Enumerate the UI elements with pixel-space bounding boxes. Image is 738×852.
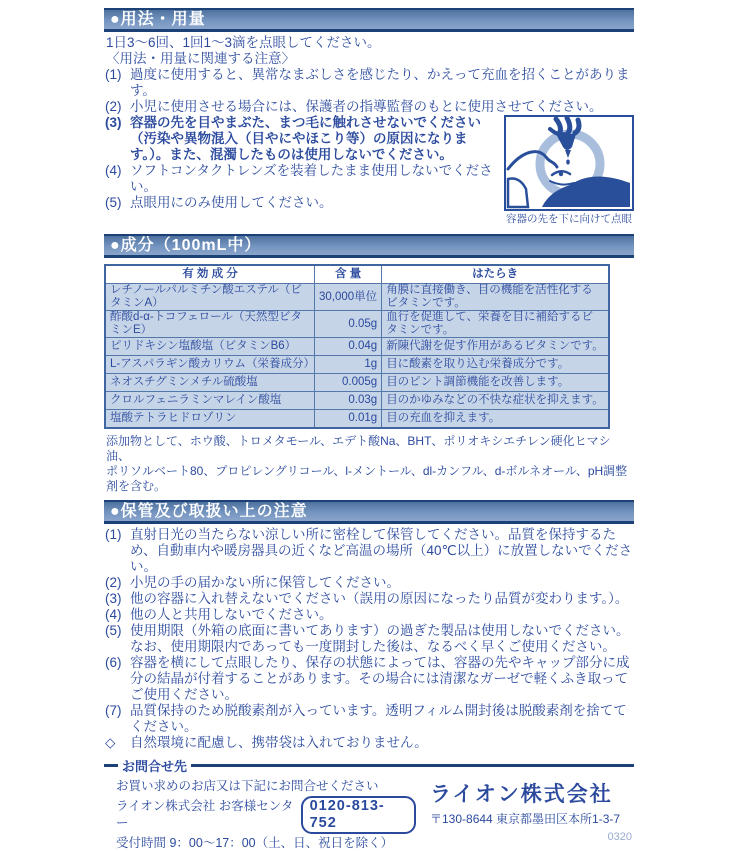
dosage-item: [104, 67, 634, 99]
contact-line1: お買い求めのお店又は下記にお問合せください: [116, 779, 379, 793]
item-text: 他の人と共用しないでください。: [130, 607, 333, 622]
table-row: [105, 284, 609, 311]
item-text: 容器の先を目やまぶた、まつ毛に触れさせないでください（汚染や異物混入（目やにやほこり等）の原因になります。）。また、混濁したものは使用しないでください。: [130, 115, 481, 162]
contact-right-column: [416, 778, 634, 852]
item-number: (4): [105, 607, 122, 622]
label-document: [104, 0, 634, 852]
col-header-effect: はたらき: [382, 265, 609, 284]
contact-block: [104, 778, 634, 852]
table-header-row: [105, 265, 609, 284]
dosage-item: [104, 195, 634, 211]
document-code: 0320: [607, 831, 632, 843]
dosage-items-with-illustration: [104, 115, 634, 228]
section-title-storage: ●保管及び取扱い上の注意: [104, 500, 634, 524]
ingredient-name: ネオスチグミンメチル硫酸塩: [105, 374, 315, 392]
ingredient-amount: 30,000単位: [315, 284, 382, 311]
ingredient-name: レチノールパルミチン酸エステル（ビタミンA）: [105, 284, 315, 311]
item-text: 小児に使用させる場合には、保護者の指導監督のもとに使用させてください。: [130, 99, 603, 114]
diamond-icon: ◇: [105, 735, 116, 750]
contact-hours: 受付時間 9：00〜17：00（土、日、祝日を除く）: [116, 836, 394, 850]
table-row: [105, 392, 609, 410]
item-number: (2): [105, 99, 122, 114]
item-number: (5): [105, 195, 122, 210]
ingredients-table: [104, 264, 610, 429]
ingredient-name: L-アスパラギン酸カリウム（栄養成分）: [105, 356, 315, 374]
ingredient-name: クロルフェニラミンマレイン酸塩: [105, 392, 315, 410]
ingredient-effect: 角膜に直接働き、目の機能を活性化するビタミンです。: [382, 284, 609, 311]
item-number: (2): [105, 575, 122, 590]
ingredient-name: ピリドキシン塩酸塩（ビタミンB6）: [105, 338, 315, 356]
ingredient-name: 酢酸d-α-トコフェロール（天然型ビタミンE）: [105, 311, 315, 338]
item-number: (4): [105, 163, 122, 178]
dosage-note-title: 〈用法・用量に関連する注意〉: [106, 51, 295, 66]
item-text: 使用期限（外箱の底面に書いてあります）の過ぎた製品は使用しないでください。なお、使用期限内であっても一度開封した後は、なるべく早くご使用ください。: [130, 623, 630, 654]
ingredient-amount: 0.03g: [315, 392, 382, 410]
item-number: (1): [105, 527, 122, 542]
illustration-caption: 容器の先を下に向けて点眼: [506, 213, 632, 225]
item-number: (1): [105, 67, 122, 82]
dosage-section: [104, 32, 634, 228]
dosage-item: [104, 115, 634, 163]
customer-center-label: ライオン株式会社 お客様センター: [116, 799, 294, 830]
item-text: 自然環境に配慮し、携帯袋は入れておりません。: [130, 735, 428, 750]
item-number: (3): [105, 115, 122, 130]
ingredient-amount: 1g: [315, 356, 382, 374]
item-text: 点眼用にのみ使用してください。: [130, 195, 333, 210]
additives-note: [106, 434, 634, 494]
table-row: [105, 311, 609, 338]
storage-item-eco-note: [104, 735, 634, 751]
storage-item: [104, 703, 634, 735]
item-text: 品質保持のため脱酸素剤が入っています。透明フィルム開封後は脱酸素剤を捨ててください。: [130, 703, 627, 734]
company-address: 〒130-8644 東京都墨田区本所1-3-7: [430, 812, 621, 826]
phone-row: [116, 796, 416, 834]
table-row: [105, 338, 609, 356]
dosage-line: 1日3〜6回、1回1〜3滴を点眼してください。: [106, 35, 381, 50]
ingredient-effect: 新陳代謝を促す作用があるビタミンです。: [382, 338, 609, 356]
storage-item: [104, 575, 634, 591]
storage-item: [104, 591, 634, 607]
table-row: [105, 374, 609, 392]
item-text: 過度に使用すると、異常なまぶしさを感じたり、かえって充血を招くことがあります。: [130, 67, 630, 98]
item-text: ソフトコンタクトレンズを装着したまま使用しないでください。: [130, 163, 493, 194]
item-number: (7): [105, 703, 122, 718]
ingredient-name: 塩酸テトラヒドロゾリン: [105, 410, 315, 429]
col-header-ingredient: 有 効 成 分: [105, 265, 315, 284]
divider-line: [191, 764, 634, 767]
storage-item: [104, 527, 634, 575]
additives-line2: ポリソルベート80、プロピレングリコール、l-メントール、dl-カンフル、d-ボルネオール、pH調整剤を含む。: [106, 464, 628, 493]
table-row: [105, 410, 609, 429]
col-header-amount: 含 量: [315, 265, 382, 284]
phone-number: 0120-813-752: [301, 796, 416, 834]
ingredient-effect: 目のかゆみなどの不快な症状を抑えます。: [382, 392, 609, 410]
item-text: 直射日光の当たらない涼しい所に密栓して保管してください。品質を保持するため、自動車内や暖房器具の近くなど高温の場所（40℃以上）に放置しないでください。: [130, 527, 633, 574]
additives-line1: 添加物として、ホウ酸、トロメタモール、エデト酸Na、BHT、ポリオキシエチレン硬化ヒマシ油、: [106, 434, 611, 463]
ingredient-effect: 血行を促進して、栄養を目に補給するビタミンです。: [382, 311, 609, 338]
ingredient-amount: 0.05g: [315, 311, 382, 338]
ingredient-amount: 0.01g: [315, 410, 382, 429]
divider-dash: [104, 764, 118, 767]
ingredient-effect: 目に酸素を取り込む栄養成分です。: [382, 356, 609, 374]
dosage-item: [104, 99, 634, 115]
ingredient-effect: 目のピント調節機能を改善します。: [382, 374, 609, 392]
ingredient-effect: 目の充血を抑えます。: [382, 410, 609, 429]
ingredient-amount: 0.04g: [315, 338, 382, 356]
section-title-ingredients: ●成分（100mL中）: [104, 234, 634, 258]
contact-left-column: [104, 778, 416, 852]
item-number: (3): [105, 591, 122, 606]
storage-section: [104, 524, 634, 751]
company-name: ライオン株式会社: [430, 783, 613, 806]
table-row: [105, 356, 609, 374]
contact-divider: [104, 756, 634, 775]
contact-label: お問合せ先: [122, 759, 188, 774]
item-text: 容器を横にして点眼したり、保存の状態によっては、容器の先やキャップ部分に成分の結晶が付着することがあります。その場合には清潔なガーゼで軽くふき取ってご使用ください。: [130, 655, 630, 702]
item-number: (6): [105, 655, 122, 670]
section-title-dosage: ●用法・用量: [104, 8, 634, 32]
item-number: (5): [105, 623, 122, 638]
storage-item: [104, 655, 634, 703]
storage-item: [104, 607, 634, 623]
dosage-item: [104, 163, 634, 195]
item-text: 他の容器に入れ替えないでください（誤用の原因になったり品質が変わります。）。: [130, 591, 629, 606]
item-text: 小児の手の届かない所に保管してください。: [130, 575, 400, 590]
ingredient-amount: 0.005g: [315, 374, 382, 392]
storage-item: [104, 623, 634, 655]
